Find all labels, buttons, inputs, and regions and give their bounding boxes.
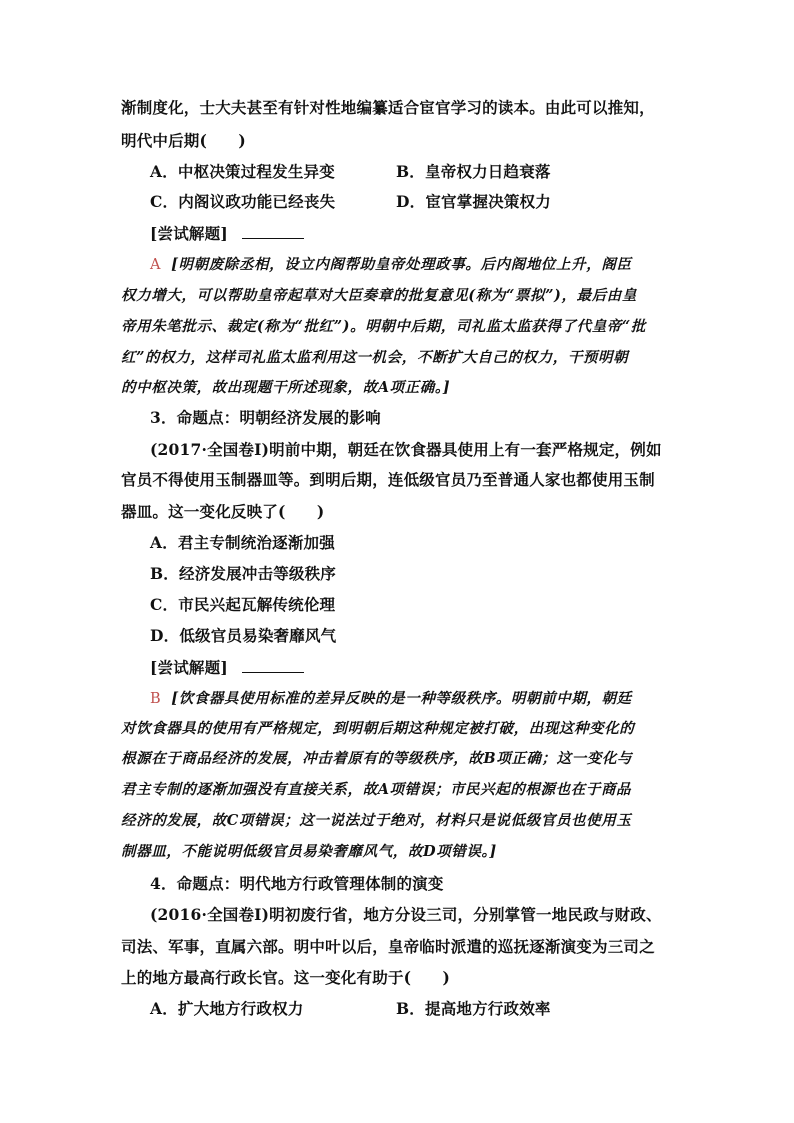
q3-stem-line-3: 器皿。这一变化反映了( ) — [121, 502, 325, 521]
q4-option-a: A．扩大地方行政权力 — [150, 999, 304, 1018]
q4-option-b: B．提高地方行政效率 — [396, 999, 551, 1018]
q2-stem-line-1: 渐制度化，士大夫甚至有针对性地编纂适合宦官学习的读本。由此可以推知， — [121, 98, 655, 117]
q2-stem-line-2: 明代中后期( ) — [121, 131, 246, 150]
q2-option-b: B．皇帝权力日趋衰落 — [396, 162, 551, 181]
q3-answer: B — [150, 691, 162, 707]
q3-option-a: A．君主专制统治逐渐加强 — [150, 533, 335, 552]
q3-stem-line-1: (2017·全国卷Ⅰ)明前中期，朝廷在饮食器具使用上有一套严格规定，例如 — [150, 440, 662, 459]
try-label-text: [尝试解题] — [150, 224, 228, 243]
exp-text: [饮食器具使用标准的差异反映的是一种等级秩序。明朝前中期，朝廷 — [171, 690, 632, 707]
q3-option-b: B．经济发展冲击等级秩序 — [150, 564, 337, 583]
q3-option-d: D．低级官员易染奢靡风气 — [150, 626, 337, 645]
q4-stem-line-2: 司法、军事，直属六部。明中叶以后，皇帝临时派遣的巡抚逐渐演变为三司之 — [121, 937, 655, 956]
q2-explanation-line-3: 帝用朱笔批示、裁定(称为“批红”)。明朝中后期，司礼监太监获得了代皇帝“批 — [121, 318, 646, 335]
q3-try-label — [150, 658, 304, 678]
q2-try-label — [150, 224, 304, 244]
q3-explanation-line-4: 君主专制的逐渐加强没有直接关系，故A项错误；市民兴起的根源也在于商品 — [121, 781, 632, 798]
q2-explanation-line-2: 权力增大，可以帮助皇帝起草对大臣奏章的批复意见(称为“票拟”)，最后由皇 — [121, 287, 637, 304]
q3-explanation-line-5: 经济的发展，故C项错误；这一说法过于绝对，材料只是说低级官员也使用玉 — [121, 812, 632, 829]
q2-option-c: C．内阁议政功能已经丧失 — [150, 192, 336, 211]
answer-blank — [242, 658, 304, 673]
q4-stem-line-1: (2016·全国卷Ⅰ)明初废行省，地方分设三司，分别掌管一地民政与财政、 — [150, 905, 662, 924]
q3-explanation-line-3: 根源在于商品经济的发展，冲击着原有的等级秩序，故B项正确；这一变化与 — [121, 750, 633, 767]
q2-option-d: D．宦官掌握决策权力 — [396, 192, 551, 211]
q2-answer: A — [150, 257, 162, 273]
q2-explanation-line-1 — [150, 255, 632, 275]
q3-explanation-line-1 — [150, 689, 632, 709]
q3-explanation-line-2: 对饮食器具的使用有严格规定，到明朝后期这种规定被打破，出现这种变化的 — [121, 720, 635, 737]
q2-option-a: A．中枢决策过程发生异变 — [150, 162, 335, 181]
answer-blank — [242, 224, 304, 239]
q2-explanation-line-5: 的中枢决策，故出现题干所述现象，故A项正确。] — [121, 379, 451, 396]
q3-heading: 3．命题点：明朝经济发展的影响 — [150, 408, 381, 427]
q4-heading: 4．命题点：明代地方行政管理体制的演变 — [150, 874, 444, 893]
q4-stem-line-3: 上的地方最高行政长官。这一变化有助于( ) — [121, 968, 451, 987]
exp-text: [明朝废除丞相，设立内阁帮助皇帝处理政事。后内阁地位上升，阁臣 — [171, 256, 632, 273]
q3-stem-line-2: 官员不得使用玉制器皿等。到明后期，连低级官员乃至普通人家也都使用玉制 — [121, 470, 655, 489]
q2-explanation-line-4: 红”的权力，这样司礼监太监利用这一机会，不断扩大自己的权力，干预明朝 — [121, 349, 629, 366]
q3-option-c: C．市民兴起瓦解传统伦理 — [150, 595, 336, 614]
try-label-text: [尝试解题] — [150, 658, 228, 677]
q3-explanation-line-6: 制器皿，不能说明低级官员易染奢靡风气，故D项错误。] — [121, 843, 497, 860]
